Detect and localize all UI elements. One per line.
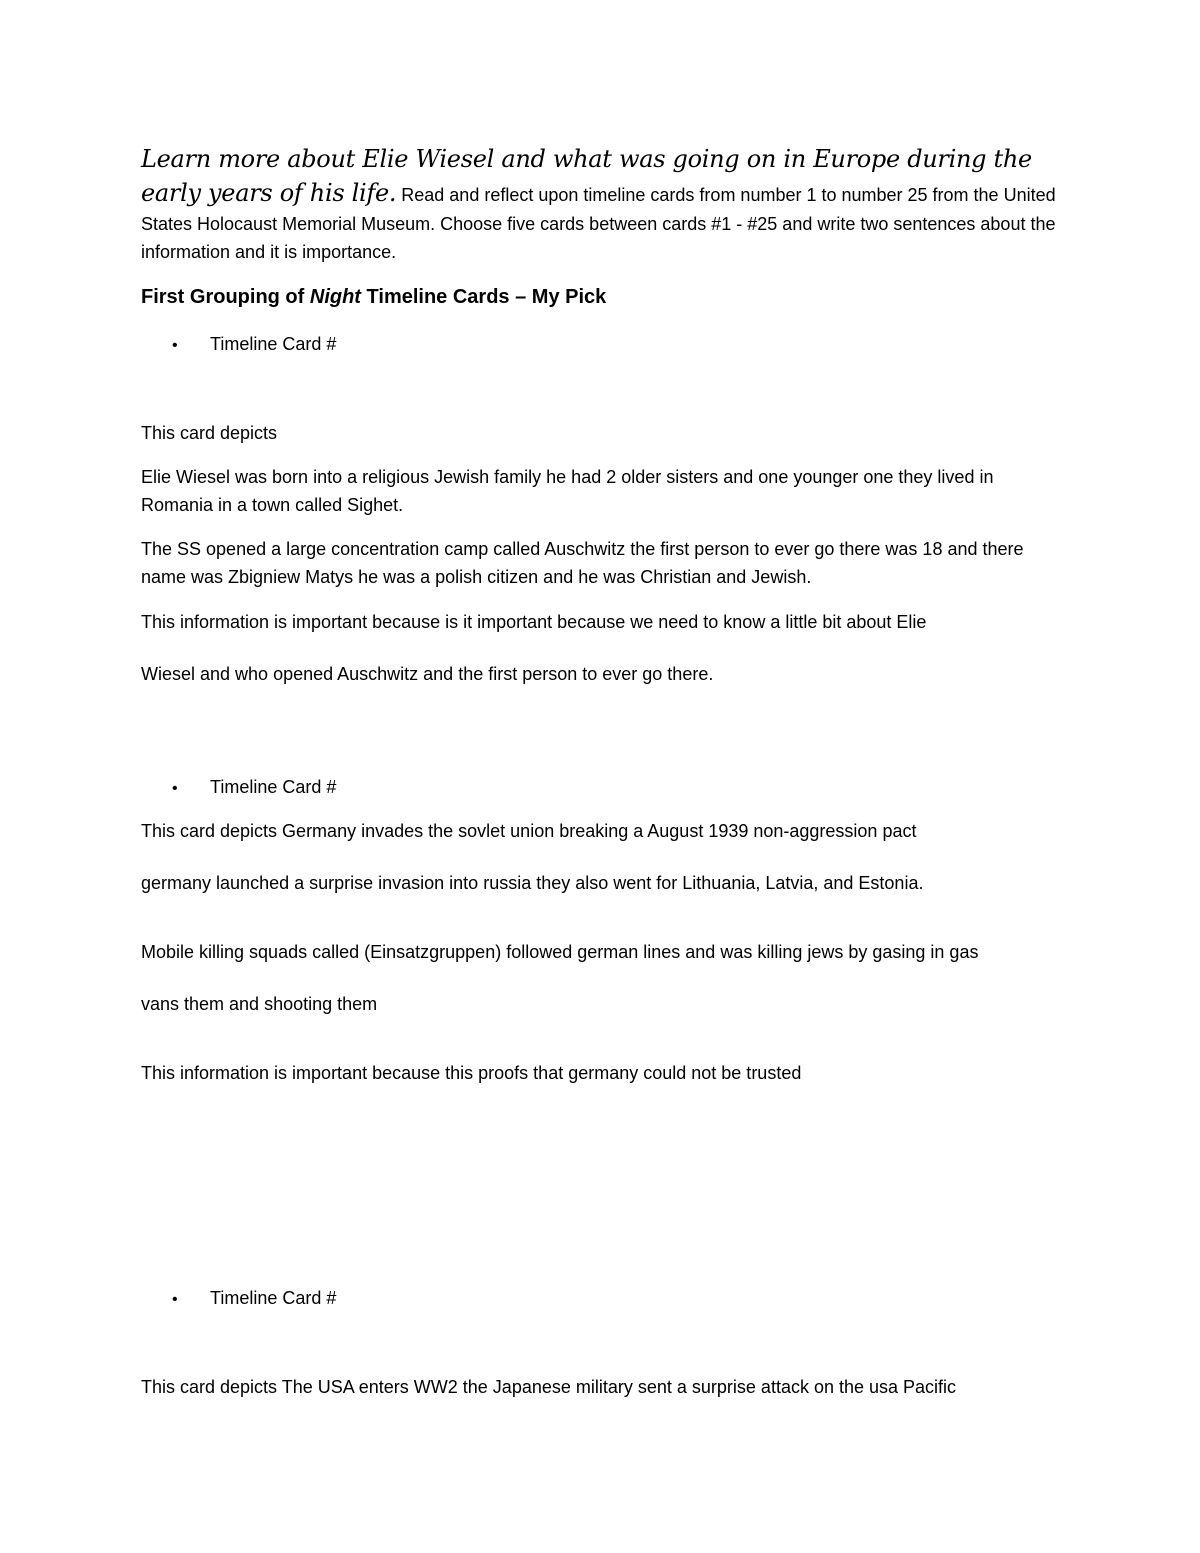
card-1-bullet: [172, 331, 336, 359]
card-2-label: Timeline Card #: [210, 777, 337, 797]
card-1-paragraph-5: Wiesel and who opened Auschwitz and the first person to ever go there.: [141, 664, 714, 684]
card-2-paragraph-1: This card depicts Germany invades the sovlet union breaking a August 1939 non-aggression pact: [141, 821, 917, 841]
bullet-icon: •: [172, 1291, 178, 1308]
intro-paragraph: [141, 142, 1061, 266]
card-3-bullet: [172, 1285, 336, 1313]
heading-emphasis: Night: [309, 286, 361, 308]
card-2-paragraph-4: vans them and shooting them: [141, 994, 378, 1014]
bullet-icon: •: [172, 780, 178, 797]
card-1-paragraph-1: This card depicts: [141, 423, 278, 443]
intro-instructions: Read and reflect upon timeline cards from number 1 to number 25 from the United States Holocaust Memorial Museum. Choose five cards between cards #1 - #25 and write two sentences about the information and it is importance.: [141, 185, 1056, 262]
card-2-paragraph-3: Mobile killing squads called (Einsatzgruppen) followed german lines and was killing jews by gasing in gas: [141, 942, 979, 962]
card-1-paragraph-4: This information is important because is it important because we need to know a little bit about Elie: [141, 612, 927, 632]
card-2-paragraph-2: germany launched a surprise invasion into russia they also went for Lithuania, Latvia, and Estonia.: [141, 873, 924, 893]
section-heading: [141, 283, 1061, 311]
heading-prefix: First Grouping of: [141, 286, 310, 308]
card-3-paragraph-1: This card depicts The USA enters WW2 the Japanese military sent a surprise attack on the usa Pacific: [141, 1377, 957, 1397]
card-1-paragraph-3: The SS opened a large concentration camp called Auschwitz the first person to ever go there was 18 and there name was Zbigniew Matys he was a polish citizen and he was Christian and Jewish.: [141, 539, 1024, 587]
card-2-paragraph-5: This information is important because this proofs that germany could not be trusted: [141, 1063, 802, 1083]
intro-lead: Learn more about Elie Wiesel and what was going on in Europe during the early years of his life.: [141, 145, 1032, 207]
card-1-paragraph-2: Elie Wiesel was born into a religious Jewish family he had 2 older sisters and one younger one they lived in Romania in a town called Sighet.: [141, 467, 994, 515]
card-3-label: Timeline Card #: [210, 1288, 337, 1308]
card-2-bullet: [172, 774, 336, 802]
heading-suffix: Timeline Cards – My Pick: [360, 286, 607, 308]
card-1-label: Timeline Card #: [210, 334, 337, 354]
bullet-icon: •: [172, 337, 178, 354]
